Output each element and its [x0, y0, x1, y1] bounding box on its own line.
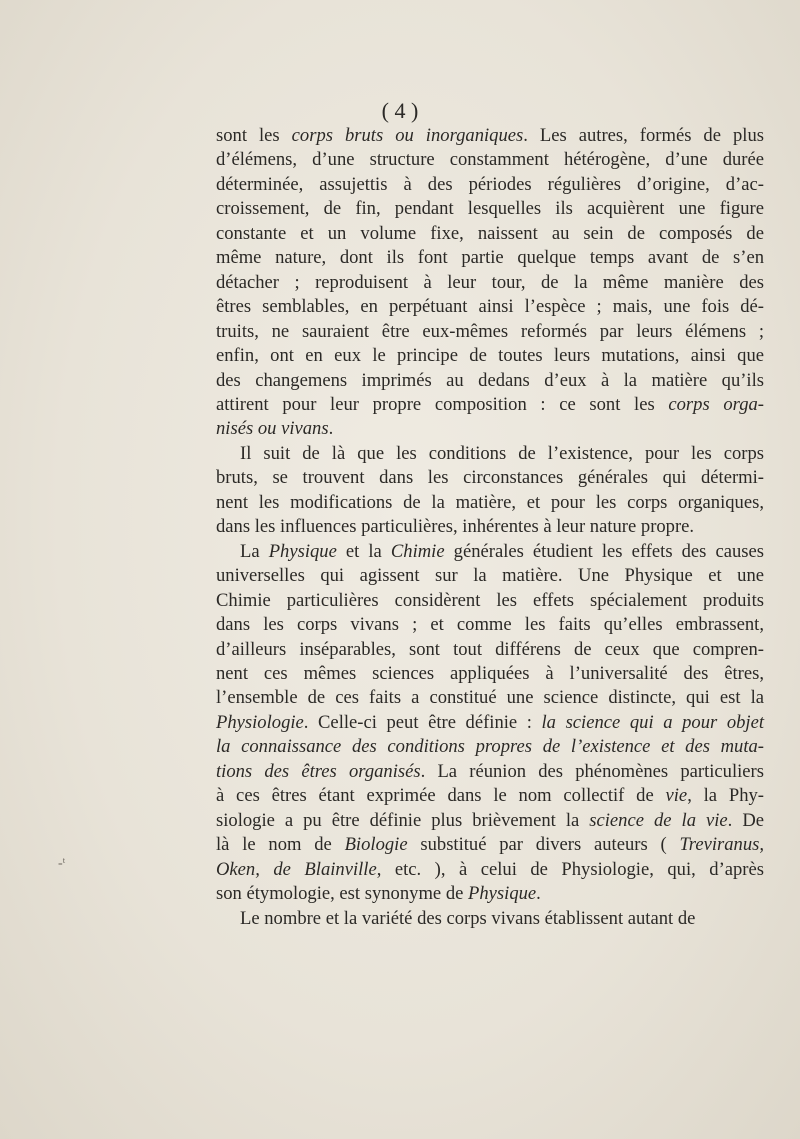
- text-run: et la: [336, 540, 391, 562]
- text-line: [216, 491, 764, 515]
- text-line: [216, 858, 764, 882]
- text-run: , etc. ), à celui de Physiologie, qui, d’après: [376, 858, 764, 880]
- text-run: d’élémens, d’une structure constamment hétérogène, d’une durée: [216, 149, 764, 171]
- text-run: . Les autres, formés de plus: [523, 125, 764, 146]
- text-line: [216, 393, 764, 417]
- text-run: siologie a pu être définie plus brièvement la: [216, 809, 590, 831]
- italic-run: Oken, de Blainville: [216, 858, 377, 880]
- text-line: [216, 760, 764, 784]
- text-run: . La réunion des phénomènes particuliers: [420, 760, 764, 782]
- body-text: [216, 124, 764, 931]
- italic-run: Physique: [468, 883, 537, 905]
- text-run: Le nombre et la variété des corps vivans établissent autant de: [240, 907, 696, 929]
- text-run: . Celle-ci peut être définie :: [303, 711, 542, 733]
- italic-run: Biologie: [344, 834, 408, 856]
- text-line: [216, 369, 764, 393]
- text-run: sont les: [216, 125, 292, 146]
- italic-run: corps bruts ou inorganiques: [291, 125, 524, 146]
- text-line: [216, 124, 764, 148]
- text-line: [216, 589, 764, 613]
- text-run: l’ensemble de ces faits a constitué une science distincte, qui est la: [216, 687, 764, 709]
- text-run: êtres semblables, en perpétuant ainsi l’espèce ; mais, une fois dé-: [216, 296, 764, 318]
- italic-run: corps orga-: [668, 393, 764, 415]
- text-line: [216, 809, 764, 833]
- text-line: [216, 833, 764, 857]
- text-run: La: [240, 540, 269, 562]
- page-number: ( 4 ): [381, 98, 419, 123]
- text-run: dans les influences particulières, inhérentes à leur nature propre.: [216, 516, 695, 538]
- text-line: [216, 295, 764, 319]
- text-run: détacher ; reproduisent à leur tour, de la même manière des: [216, 271, 764, 293]
- text-line: [216, 442, 764, 466]
- text-run: universelles qui agissent sur la matière. Une Physique et une: [216, 565, 764, 587]
- text-run: .: [536, 883, 541, 905]
- text-run: bruts, se trouvent dans les circonstances générales qui détermi-: [216, 467, 764, 489]
- text-line: [216, 686, 764, 710]
- text-run: même nature, dont ils font partie quelque temps avant de s’en: [216, 247, 764, 269]
- text-run: Chimie particulières considèrent les effets spécialement produits: [216, 589, 764, 611]
- text-run: truits, ne sauraient être eux-mêmes reformés par leurs élémens ;: [216, 320, 764, 342]
- text-line: [216, 222, 764, 246]
- text-run: constante et un volume fixe, naissent au sein de composés de: [216, 222, 764, 244]
- text-line: [216, 417, 764, 441]
- italic-run: Chimie: [390, 540, 445, 562]
- text-run: attirent pour leur propre composition : ce sont les: [216, 393, 669, 415]
- margin-mark: -ᵗ: [58, 856, 66, 871]
- text-line: [216, 515, 764, 539]
- italic-run: nisés ou vivans: [216, 418, 329, 440]
- text-line: [216, 735, 764, 759]
- text-run: d’ailleurs inséparables, sont tout différens de ceux que compren-: [216, 638, 764, 660]
- text-line: [216, 173, 764, 197]
- italic-run: tions des êtres organisés: [216, 760, 421, 782]
- text-line: [216, 564, 764, 588]
- italic-run: vie: [665, 785, 688, 807]
- text-line: [216, 197, 764, 221]
- text-line: [216, 882, 764, 906]
- text-line: [216, 638, 764, 662]
- text-run: là le nom de: [216, 834, 345, 856]
- text-line: [216, 320, 764, 344]
- text-run: croissement, de fin, pendant lesquelles ils acquièrent une figure: [216, 198, 764, 220]
- text-line: [216, 784, 764, 808]
- text-line: [216, 246, 764, 270]
- text-run: enfin, ont en eux le principe de toutes leurs mutations, ainsi que: [216, 345, 764, 367]
- text-run: des changemens imprimés au dedans d’eux à la matière qu’ils: [216, 369, 764, 391]
- text-line: [216, 907, 764, 931]
- text-run: .: [328, 418, 334, 440]
- text-run: , la Phy-: [687, 785, 764, 807]
- text-line: [216, 662, 764, 686]
- text-line: [216, 271, 764, 295]
- text-line: [216, 148, 764, 172]
- italic-run: la science qui a pour objet: [541, 711, 765, 733]
- text-run: . De: [727, 809, 765, 831]
- italic-run: Physique: [268, 540, 337, 562]
- text-run: nent les modifications de la matière, et pour les corps organiques,: [216, 491, 764, 513]
- text-line: [216, 466, 764, 490]
- text-run: générales étudient les effets des causes: [444, 540, 764, 562]
- text-run: nent ces mêmes sciences appliquées à l’universalité des êtres,: [216, 662, 764, 684]
- italic-run: Treviranus,: [679, 834, 764, 856]
- text-run: déterminée, assujettis à des périodes régulières d’origine, d’ac-: [216, 173, 764, 195]
- text-run: dans les corps vivans ; et comme les faits qu’elles embrassent,: [216, 614, 764, 636]
- text-line: [216, 613, 764, 637]
- italic-run: Physiologie: [216, 711, 304, 733]
- text-line: [216, 711, 764, 735]
- text-run: substitué par divers auteurs (: [407, 834, 680, 856]
- text-run: Il suit de là que les conditions de l’existence, pour les corps: [240, 442, 764, 464]
- text-run: son étymologie, est synonyme de: [216, 883, 469, 905]
- italic-run: la connaissance des conditions propres de l’existence et des muta-: [216, 736, 764, 758]
- italic-run: science de la vie: [589, 809, 728, 831]
- text-line: [216, 540, 764, 564]
- text-line: [216, 344, 764, 368]
- text-run: à ces êtres étant exprimée dans le nom collectif de: [216, 785, 666, 807]
